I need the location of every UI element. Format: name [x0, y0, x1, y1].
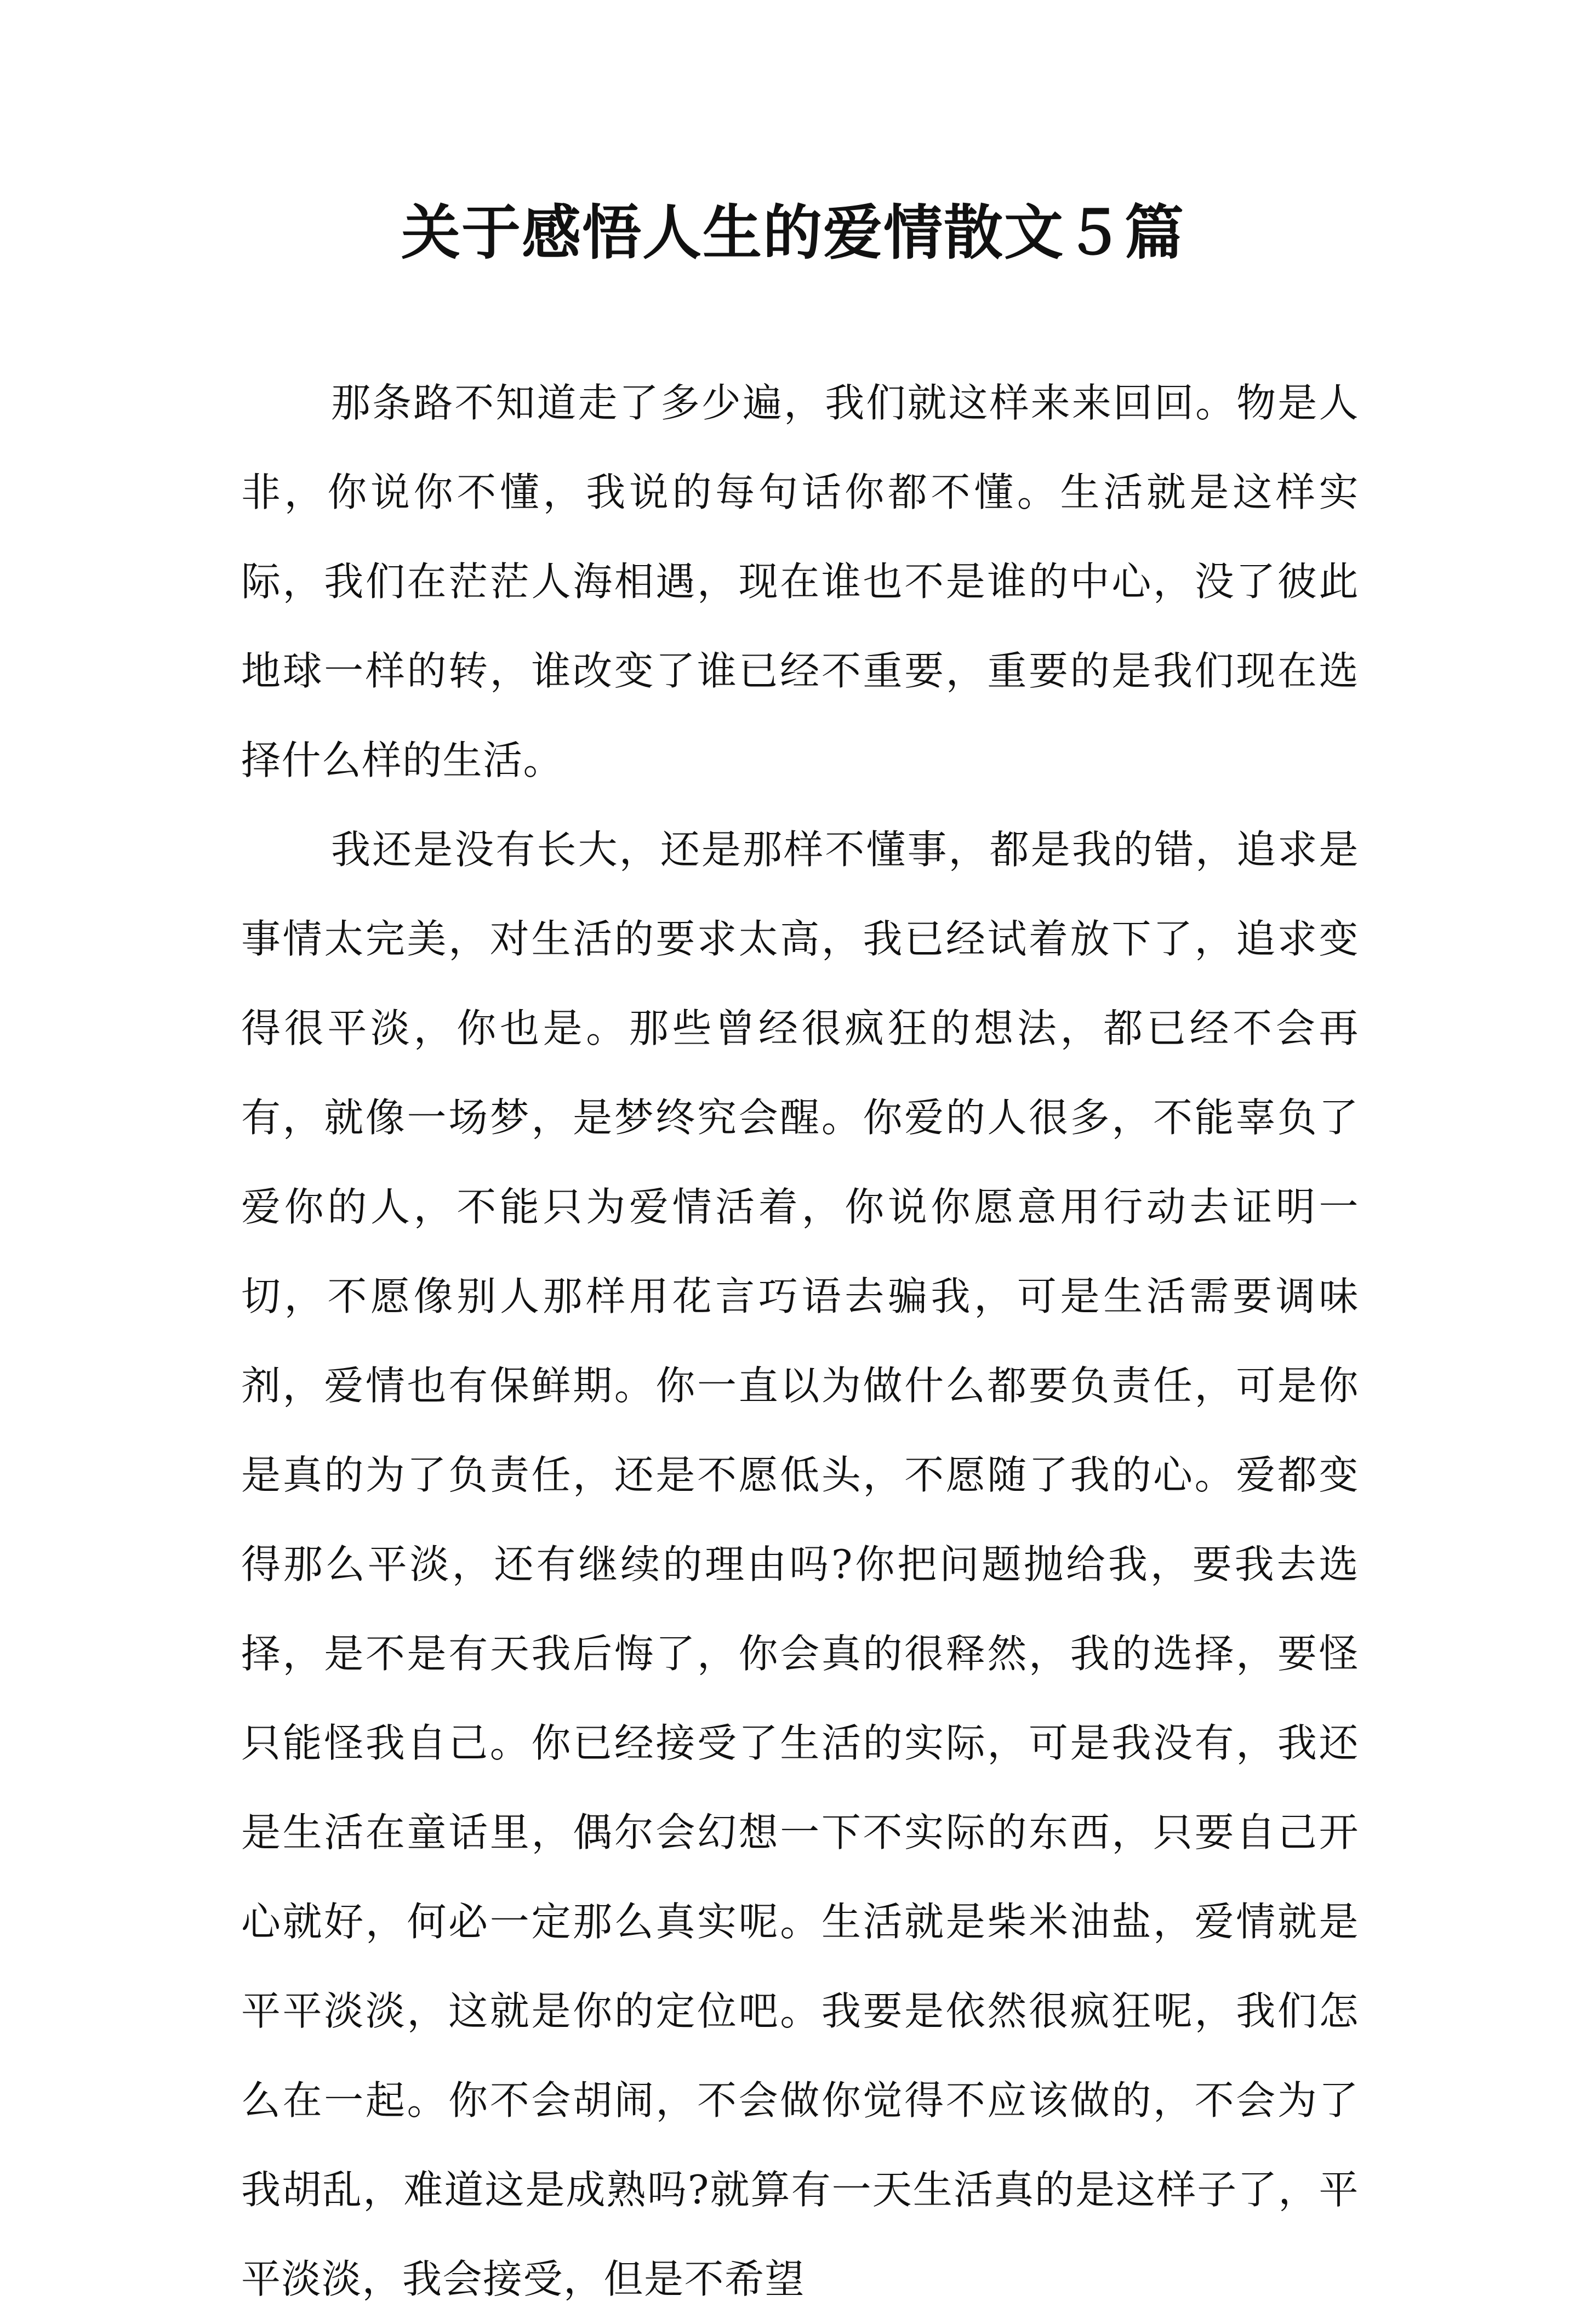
paragraph-2: 我还是没有长大，还是那样不懂事，都是我的错，追求是事情太完美，对生活的要求太高，我已经试着放下了，追求变得很平淡，你也是。那些曾经很疯狂的想法，都已经不会再有，就像一场梦，是梦终究会醒。你爱的人很多，不能辜负了爱你的人，不能只为爱情活着，你说你愿意用行动去证明一切，不愿像别人那样用花言巧语去骗我，可是生活需要调味剂，爱情也有保鲜期。你一直以为做什么都要负责任，可是你是真的为了负责任，还是不愿低头，不愿随了我的心。爱都变得那么平淡，还有继续的理由吗?你把问题抛给我，要我去选择，是不是有天我后悔了，你会真的很释然，我的选择，要怪只能怪我自己。你已经接受了生活的实际，可是我没有，我还是生活在童话里，偶尔会幻想一下不实际的东西，只要自己开心就好，何必一定那么真实呢。生活就是柴米油盐，爱情就是平平淡淡，这就是你的定位吧。我要是依然很疯狂呢，我们怎么在一起。你不会胡闹，不会做你觉得不应该做的，不会为了我胡乱，难道这是成熟吗?就算有一天生活真的是这样子了，平平淡淡，我会接受，但是不希望	[241, 827, 1359, 2302]
document-title: 关于感悟人生的爱情散文５篇	[401, 198, 1185, 267]
paragraph-1: 那条路不知道走了多少遍，我们就这样来来回回。物是人非，你说你不懂，我说的每句话你都不懂。生活就是这样实际，我们在茫茫人海相遇，现在谁也不是谁的中心，没了彼此地球一样的转，谁改变了谁已经不重要，重要的是我们现在选择什么样的生活。	[241, 380, 1359, 783]
document-body	[241, 358, 1359, 2324]
